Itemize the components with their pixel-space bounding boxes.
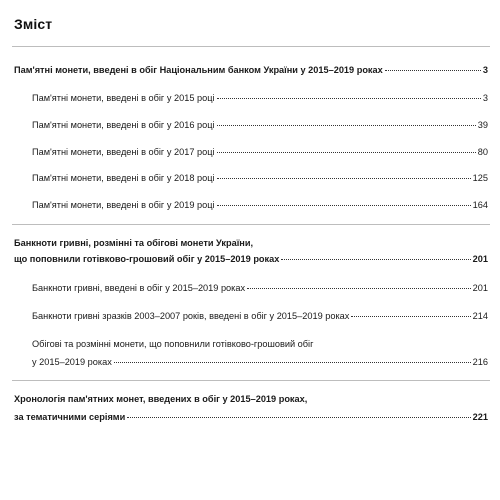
toc-entry-chronology[interactable]: за тематичними серіями 221 [14, 412, 488, 422]
page-number: 3 [482, 93, 488, 103]
page-number: 3 [482, 65, 488, 75]
toc-entry-banknotes-title-line1[interactable]: Банкноти гривні, розмінні та обігові монети України, [14, 238, 254, 248]
toc-entry-coins-2016[interactable]: Пам'ятні монети, введені в обіг у 2016 році 39 [32, 120, 488, 130]
toc-entry-chronology-title-line1[interactable]: Хронологія пам'ятних монет, введених в обіг у 2015–2019 роках, [14, 394, 308, 404]
leader-dots [247, 288, 471, 289]
leader-dots [281, 259, 470, 260]
toc-entry-coins-2015[interactable]: Пам'ятні монети, введені в обіг у 2015 році 3 [32, 93, 488, 103]
toc-entry-circulation-coins[interactable]: у 2015–2019 роках 216 [32, 357, 488, 367]
leader-dots [351, 316, 470, 317]
leader-dots [217, 125, 476, 126]
toc-entry-circulation-coins-title-line1[interactable]: Обігові та розмінні монети, що поповнили готівково-грошовий обіг [32, 339, 314, 349]
page-number: 221 [472, 412, 488, 422]
page-title: Зміст [14, 16, 53, 32]
toc-entry-coins-2019[interactable]: Пам'ятні монети, введені в обіг у 2019 році 164 [32, 200, 488, 210]
toc-entry-coins-2018[interactable]: Пам'ятні монети, введені в обіг у 2018 році 125 [32, 173, 488, 183]
toc-entry-banknotes-2003-2007[interactable]: Банкноти гривні зразків 2003–2007 років, введені в обіг у 2015–2019 роках 214 [32, 311, 488, 321]
leader-dots [217, 205, 471, 206]
page-number: 125 [472, 173, 488, 183]
page-number: 201 [472, 283, 488, 293]
page-number: 214 [472, 311, 488, 321]
divider [12, 380, 490, 381]
leader-dots [114, 362, 471, 363]
divider [12, 224, 490, 225]
toc-entry-banknotes-2015-2019[interactable]: Банкноти гривні, введені в обіг у 2015–2019 роках 201 [32, 283, 488, 293]
page-number: 201 [472, 254, 488, 264]
leader-dots [217, 98, 481, 99]
toc-entry-banknotes[interactable]: що поповнили готівково-грошовий обіг у 2015–2019 роках 201 [14, 254, 488, 264]
toc-entry-coins-2017[interactable]: Пам'ятні монети, введені в обіг у 2017 році 80 [32, 147, 488, 157]
leader-dots [127, 417, 470, 418]
divider [12, 46, 490, 47]
leader-dots [217, 152, 476, 153]
page-number: 164 [472, 200, 488, 210]
page-number: 80 [477, 147, 488, 157]
leader-dots [385, 70, 481, 71]
leader-dots [217, 178, 471, 179]
page-number: 39 [477, 120, 488, 130]
page-number: 216 [472, 357, 488, 367]
toc-entry-commemorative-coins[interactable]: Пам'ятні монети, введені в обіг Національним банком України у 2015–2019 роках 3 [14, 65, 488, 75]
